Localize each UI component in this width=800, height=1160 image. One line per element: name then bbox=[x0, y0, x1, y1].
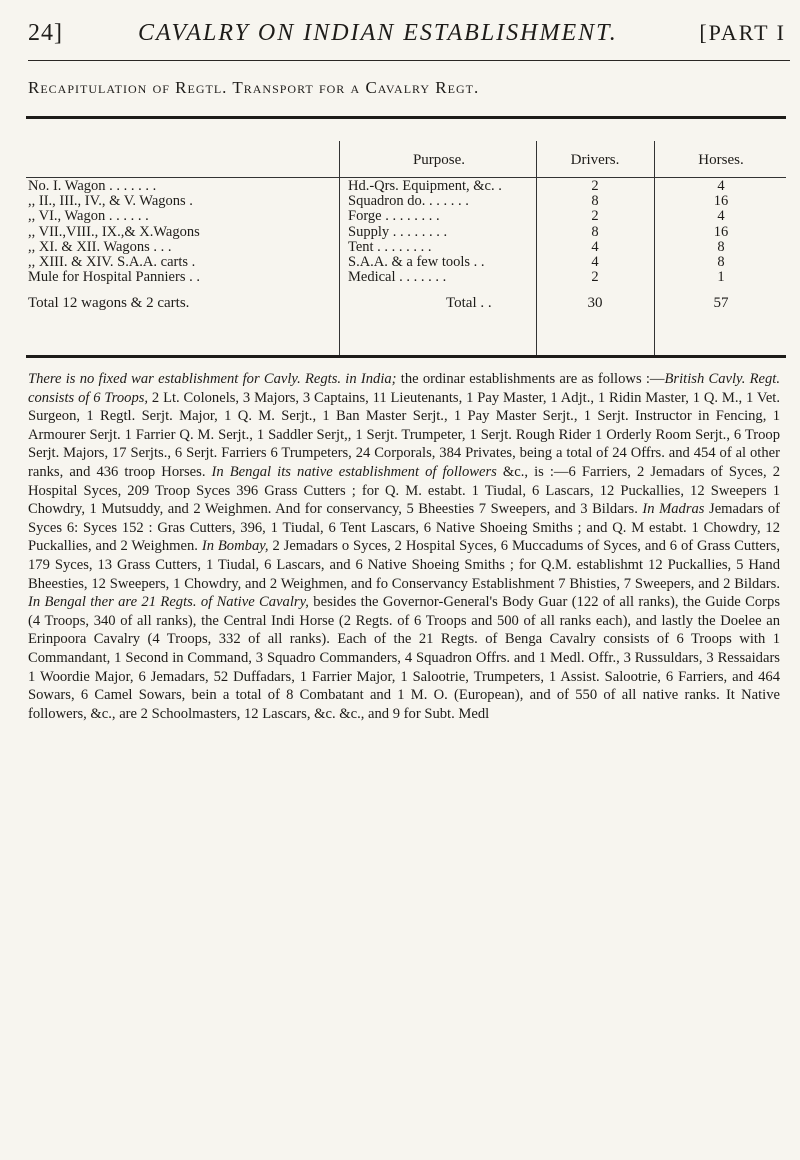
table-row-drivers: 2 bbox=[591, 269, 599, 286]
table-row-drivers: 8 bbox=[591, 193, 599, 210]
table-row-item: ,, XI. & XII. Wagons . . . bbox=[28, 238, 172, 255]
body-italic: British Cavly. Regt. consists of 6 Troops, bbox=[28, 371, 780, 406]
purpose-column bbox=[348, 179, 534, 285]
column-header-drivers: Drivers. bbox=[570, 152, 620, 168]
body-text: &c., is :—6 Farriers, 2 Jemadars of Syces, 2 Hospital Syces, 209 Troop Syces 396 Grass Cutters ; for Q. M. estabt. 1 Tiudal, 6 Lascars, 12 Puckallies, 12 Sweepers 1 Chowdry, 1 Mutsuddy, and 2 Weighmen. And for conservancy, 5 Bheesties 7 Sweepers, and 3 Bildars. bbox=[28, 463, 780, 518]
total-drivers: 30 bbox=[587, 295, 603, 311]
table-row-horses: 8 bbox=[717, 254, 725, 271]
column-divider bbox=[339, 141, 340, 355]
body-text: Jemadars of Syces 6: Syces 152 : Gras Cutters, 396, 1 Tiudal, 6 Tent Lascars, 6 Native Shoeing Smiths ; and Q. M estabt. 1 Chowdry, 12 Puckallies, and 2 Weighmen. bbox=[28, 501, 780, 555]
items-column bbox=[28, 179, 336, 285]
table-row-horses: 16 bbox=[713, 193, 729, 210]
table-row-horses: 4 bbox=[717, 178, 725, 194]
table-row-item: ,, XIII. & XIV. S.A.A. carts . bbox=[28, 254, 196, 271]
column-divider bbox=[536, 141, 537, 355]
table-row-item: No. I. Wagon . . . . . . . bbox=[28, 178, 157, 194]
table-row-purpose: S.A.A. & a few tools . . bbox=[348, 254, 485, 271]
body-italic: In Madras bbox=[642, 501, 705, 518]
table-row-item: ,, VII.,VIII., IX.,& X.Wagons bbox=[28, 223, 200, 240]
table-row-item: ,, II., III., IV., & V. Wagons . bbox=[28, 193, 193, 210]
body-text: 2 Jemadars o Syces, 2 Hospital Syces, 6 Muccadums of Syces, and 6 of Grass Cutters, 179 Syces, 13 Grass Cutters, 1 Tiudal, 6 Lascars, and 6 Native Shoeing Smiths ; for Q.M. establishmt 12 Puckallies, 5 Hand Bheesties, 12 Sweepers, 1 Chowdry, and 2 Weighmen, and fo Conservancy Establishment 7 Bhisties, 7 Sweepers, and 2 Bildars. bbox=[28, 538, 780, 592]
table-row-purpose: Supply . . . . . . . . bbox=[348, 223, 448, 240]
table-row-purpose: Hd.-Qrs. Equipment, &c. . bbox=[348, 178, 502, 194]
body-paragraph bbox=[28, 370, 780, 723]
table-row-item: Mule for Hospital Panniers . . bbox=[28, 269, 200, 286]
total-horses: 57 bbox=[713, 295, 729, 311]
table-title: Recapitulation of Regtl. Transport for a Cavalry Regt. bbox=[28, 78, 480, 97]
table-row-purpose: Forge . . . . . . . . bbox=[348, 208, 440, 225]
column-divider bbox=[654, 141, 655, 355]
page-number: 24] bbox=[28, 20, 63, 46]
table-row-drivers: 4 bbox=[591, 238, 599, 255]
body-italic: In Bengal its native establishment of followers bbox=[211, 463, 497, 480]
running-title: CAVALRY ON INDIAN ESTABLISHMENT. bbox=[138, 20, 618, 46]
horses-column bbox=[656, 179, 786, 285]
table-row-drivers: 2 bbox=[591, 178, 599, 194]
table-row-drivers: 4 bbox=[591, 254, 599, 271]
part-label: [PART I bbox=[699, 20, 786, 45]
body-text: besides the Governor-General's Body Guar (122 of all ranks), the Guide Corps (4 Troops, 340 of all ranks), the Central Indi Horse (2 Regts. of 6 Troops and 500 of all ranks each), and lastly the Doelee an Erinpoora Cavalry (4 Troops, 332 of all ranks). Each of the 21 Regts. of Benga Cavalry consists of 6 Troops with 1 Commandant, 1 Second in Command, 3 Squadro Commanders, 4 Squadron Offrs. and 1 Medl. Offr., 3 Russuldars, 3 Ressaidars 1 Woordie Major, 6 Jemadars, 52 Duffadars, 1 Farrier Major, 1 Salootrie, Trumpeters, 1 Assist. Salootrie, 6 Farriers, and 464 Sowars, 6 Camel Sowars, bein a total of 8 Combatant and 1 M. O. (European), and of 550 of all native ranks. It Native followers, &c., are 2 Schoolmasters, 12 Lascars, &c. &c., and 9 for Subt. Medl bbox=[28, 594, 781, 722]
transport-table bbox=[26, 116, 786, 358]
table-row-purpose: Medical . . . . . . . bbox=[348, 269, 447, 286]
body-italic: In Bengal ther are 21 Regts. of Native Cavalry, bbox=[28, 594, 309, 611]
body-italic: In Bombay, bbox=[201, 538, 269, 555]
table-row-purpose: Tent . . . . . . . . bbox=[348, 238, 432, 255]
column-header-horses: Horses. bbox=[698, 152, 744, 168]
table-row-drivers: 8 bbox=[591, 223, 599, 240]
total-label: Total . . bbox=[446, 295, 492, 311]
table-row-drivers: 2 bbox=[591, 208, 599, 225]
table-row-horses: 4 bbox=[717, 208, 725, 225]
page-header bbox=[28, 14, 790, 61]
table-row-horses: 8 bbox=[717, 238, 725, 255]
table-row-item: ,, VI., Wagon . . . . . . bbox=[28, 208, 149, 225]
column-header-purpose: Purpose. bbox=[412, 152, 466, 168]
body-text: the ordinar establishments are as follows :— bbox=[396, 371, 665, 387]
total-wagons-label: Total 12 wagons & 2 carts. bbox=[28, 295, 190, 311]
drivers-column bbox=[538, 179, 652, 285]
body-text: 2 Lt. Colonels, 3 Majors, 3 Captains, 11 Lieutenants, 1 Pay Master, 1 Adjt., 1 Ridin Master, 1 Q. M., 1 Vet. Surgeon, 1 Regtl. Serjt. Major, 1 Q. M. Serjt., 1 Ban Master Serjt., 1 Pay Master Serjt., 1 Serjt. Instructor in Fencing, 1 Armourer Serjt. 1 Farrier Q. M. Serjt., 1 Saddler Serjt,, 1 Serjt. Trumpeter, 1 Serjt. Rough Rider 1 Orderly Room Serjt., 6 Troop Serjt. Majors, 17 Serjts., 6 Serjt. Farriers 6 Trumpeters, 24 Corporals, 384 Privates, being a total of 24 Offrs. and 454 of al other ranks, and 436 troop Horses. bbox=[28, 389, 780, 480]
table-row-horses: 16 bbox=[713, 223, 729, 240]
body-italic: There is no fixed war establishment for Cavly. Regts. in India; bbox=[28, 371, 397, 387]
table-row-horses: 1 bbox=[717, 269, 725, 286]
table-row-purpose: Squadron do. . . . . . . bbox=[348, 193, 469, 210]
